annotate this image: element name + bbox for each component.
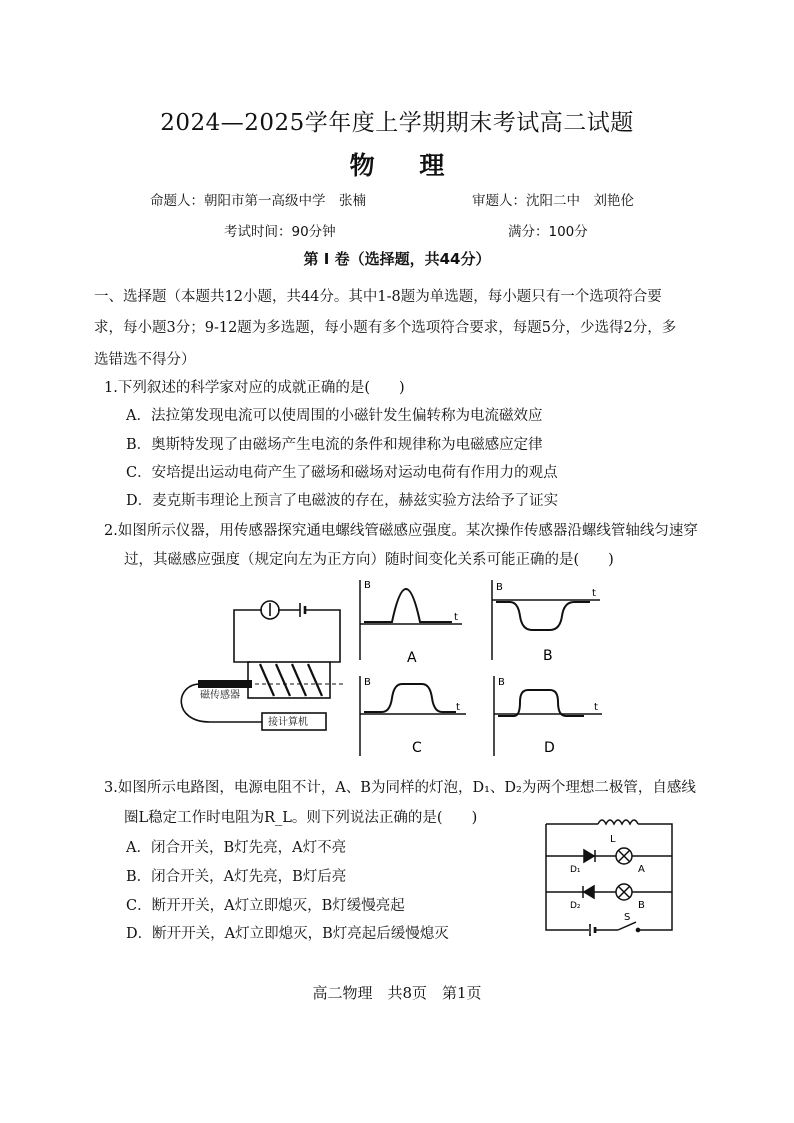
- solenoid-coil: [260, 664, 322, 696]
- q2-figure: [170, 572, 610, 762]
- q3-option-b: B．闭合开关，A灯先亮，B灯后亮: [126, 869, 347, 885]
- exam-time: 考试时间：90分钟: [224, 224, 336, 240]
- graph-c-label: C: [412, 740, 422, 756]
- label-d1: D₁: [570, 865, 581, 875]
- instruction-line-1: 一、选择题（本题共12小题，共44分。其中1-8题为单选题，每小题只有一个选项符合要: [94, 289, 662, 305]
- graph-a-axis-b: B: [364, 580, 371, 591]
- graph-b-label: B: [543, 648, 553, 664]
- q3-option-c: C．断开开关，A灯立即熄灭，B灯缓慢亮起: [126, 898, 405, 914]
- q1-stem: 1.下列叙述的科学家对应的成就正确的是( ): [104, 380, 405, 396]
- label-d2: D₂: [570, 901, 581, 911]
- diode-d2-icon: [584, 886, 594, 898]
- graph-a-label: A: [407, 650, 417, 666]
- q2-stem-line-2: 过，其磁感应强度（规定向左为正方向）随时间变化关系可能正确的是( ): [124, 552, 614, 568]
- inductor-icon: [598, 820, 638, 824]
- exam-title: 2024—2025学年度上学期期末考试高二试题: [160, 110, 634, 136]
- diode-d1-icon: [584, 850, 594, 862]
- proposer-info: 命题人：朝阳市第一高级中学 张楠: [150, 193, 366, 209]
- q3-stem-line-2: 圈L稳定工作时电阻为R_L。则下列说法正确的是( ): [124, 810, 478, 826]
- switch-icon: [618, 922, 636, 930]
- section-title: 第 Ⅰ 卷（选择题，共44分）: [303, 250, 491, 268]
- instruction-line-3: 选错选不得分）: [94, 352, 196, 368]
- full-score: 满分：100分: [508, 224, 588, 240]
- reviewer-info: 审题人：沈阳二中 刘艳伦: [472, 193, 634, 209]
- graph-c-axis-b: B: [364, 677, 371, 688]
- instruction-line-2: 求，每小题3分；9-12题为多选题，每小题有多个选项符合要求，每题5分，少选得2分，多: [94, 320, 677, 336]
- label-s: S: [624, 912, 631, 923]
- graph-b-axis-t: t: [592, 588, 596, 599]
- magnetic-sensor: [198, 680, 252, 688]
- graph-d-axis-b: B: [498, 677, 505, 688]
- computer-label: 接计算机: [268, 717, 308, 728]
- graph-d-label: D: [544, 740, 555, 756]
- q1-option-d: D．麦克斯韦理论上预言了电磁波的存在，赫兹实验方法给予了证实: [126, 493, 559, 509]
- label-l: L: [610, 834, 616, 845]
- q3-option-a: A．闭合开关，B灯先亮，A灯不亮: [126, 840, 347, 856]
- q3-option-d: D．断开开关，A灯立即熄灭，B灯亮起后缓慢熄灭: [126, 926, 449, 942]
- circuit-wire-left: [234, 610, 262, 635]
- graph-d-axis-t: t: [594, 702, 598, 713]
- q3-stem-line-1: 3.如图所示电路图，电源电阻不计，A、B为同样的灯泡，D₁、D₂为两个理想二极管，自感线: [104, 780, 696, 796]
- graph-b-axis-b: B: [496, 582, 503, 593]
- q1-option-a: A．法拉第发现电流可以使周围的小磁针发生偏转称为电流磁效应: [126, 408, 543, 424]
- subject-title: 物 理: [349, 151, 463, 180]
- q1-option-b: B．奥斯特发现了由磁场产生电流的条件和规律称为电磁感应定律: [126, 437, 543, 453]
- graph-a-axis-t: t: [454, 612, 458, 623]
- sensor-label: 磁传感器: [200, 690, 240, 701]
- q3-circuit: [540, 812, 680, 944]
- page-footer: 高二物理 共8页 第1页: [312, 984, 482, 1002]
- q2-stem-line-1: 2.如图所示仪器，用传感器探究通电螺线管磁感应强度。某次操作传感器沿螺线管轴线匀速穿: [104, 523, 698, 539]
- q1-option-c: C．安培提出运动电荷产生了磁场和磁场对运动电荷有作用力的观点: [126, 465, 558, 481]
- label-b: B: [638, 900, 645, 911]
- graph-a: [360, 580, 462, 660]
- graph-c-axis-t: t: [456, 702, 460, 713]
- label-a: A: [638, 864, 645, 875]
